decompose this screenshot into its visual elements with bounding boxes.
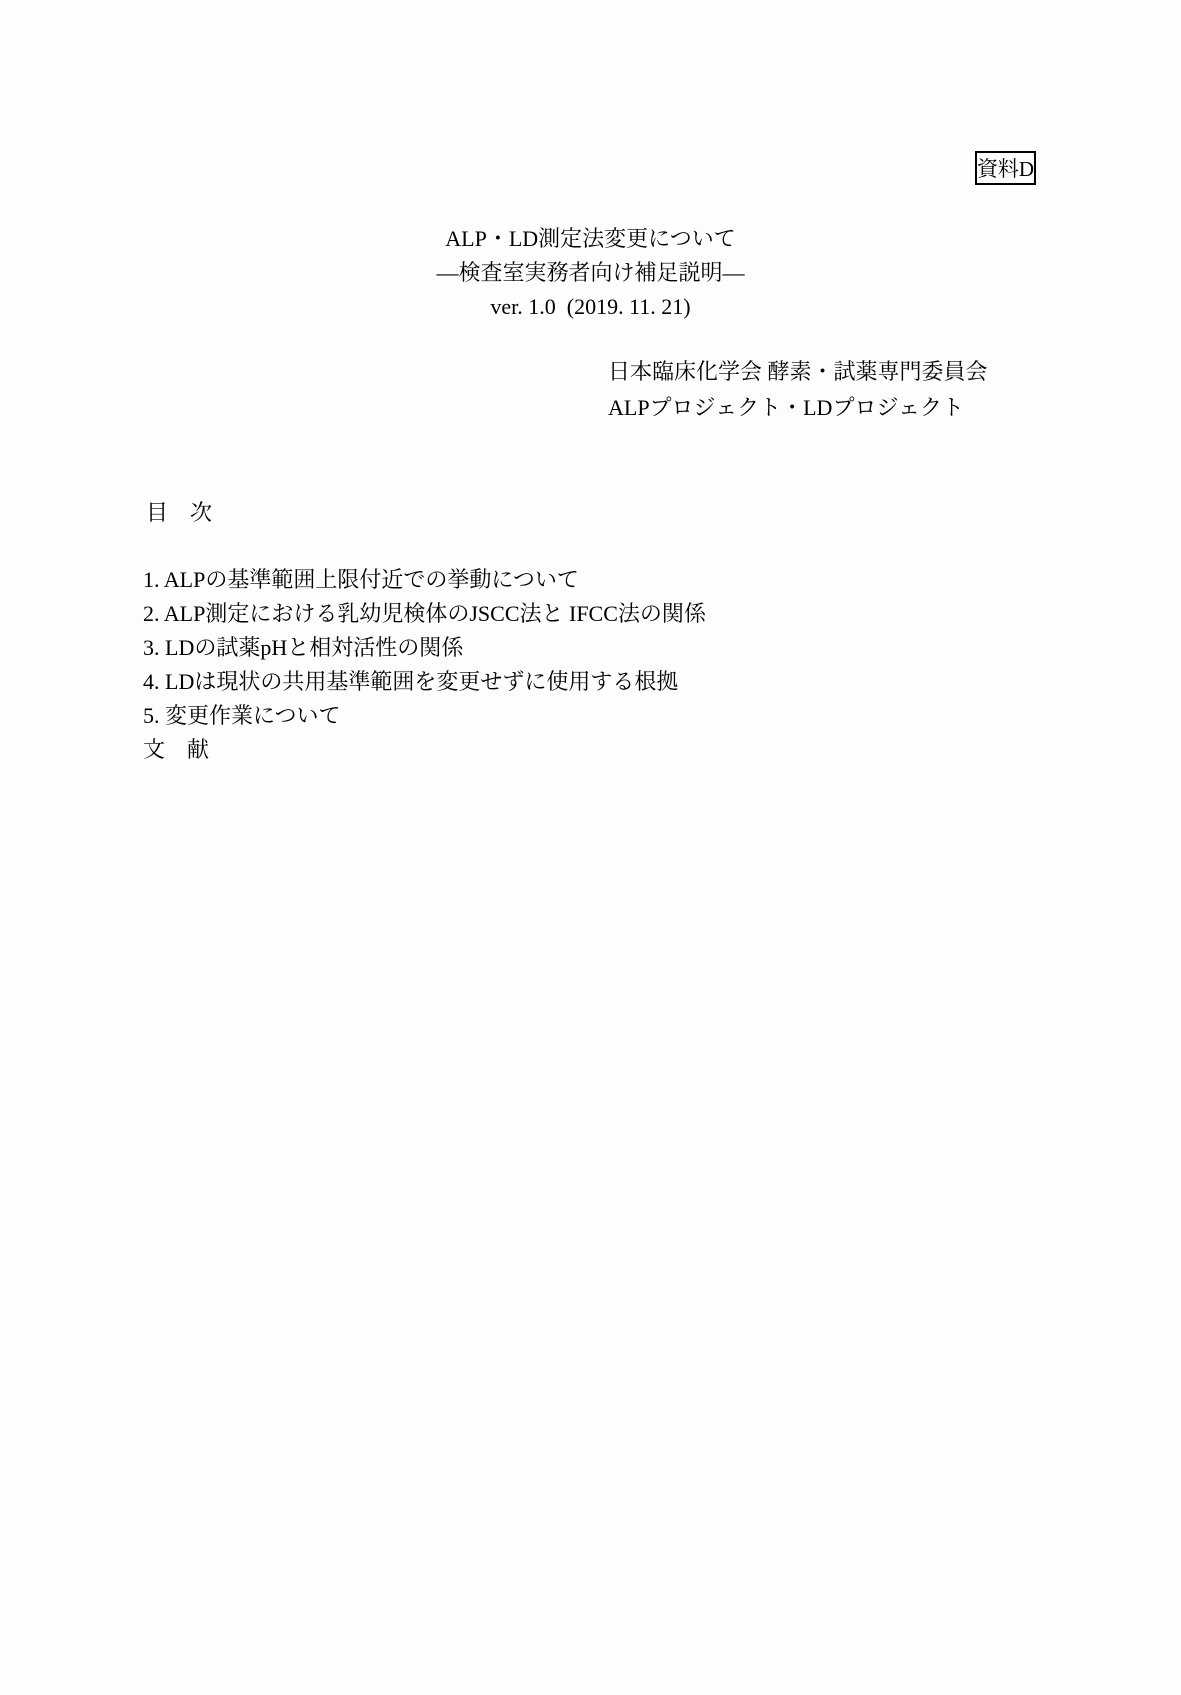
toc-item-1: 1. ALPの基準範囲上限付近での挙動について xyxy=(143,567,579,592)
author-block xyxy=(608,354,988,426)
doc-label-badge xyxy=(975,151,1036,185)
doc-label-text: 資料D xyxy=(976,157,1035,181)
toc-references: 文 献 xyxy=(143,737,210,762)
toc-item-3: 3. LDの試薬pHと相対活性の関係 xyxy=(143,635,464,660)
toc-item-5: 5. 変更作業について xyxy=(143,703,341,728)
toc-item-4: 4. LDは現状の共用基準範囲を変更せずに使用する根拠 xyxy=(143,669,679,694)
toc-list xyxy=(143,563,706,767)
version-line: ver. 1.0 (2019. 11. 21) xyxy=(490,294,691,319)
organization-name: 日本臨床化学会 酵素・試薬専門委員会 xyxy=(608,359,988,384)
document-title: ALP・LD測定法変更について xyxy=(445,226,736,251)
document-subtitle: ―検査室実務者向け補足説明― xyxy=(436,260,745,285)
title-block xyxy=(0,222,1181,324)
project-names: ALPプロジェクト・LDプロジェクト xyxy=(608,395,965,420)
toc-item-2: 2. ALP測定における乳幼児検体のJSCC法と IFCC法の関係 xyxy=(143,601,706,626)
toc-heading: 目 次 xyxy=(146,500,213,525)
